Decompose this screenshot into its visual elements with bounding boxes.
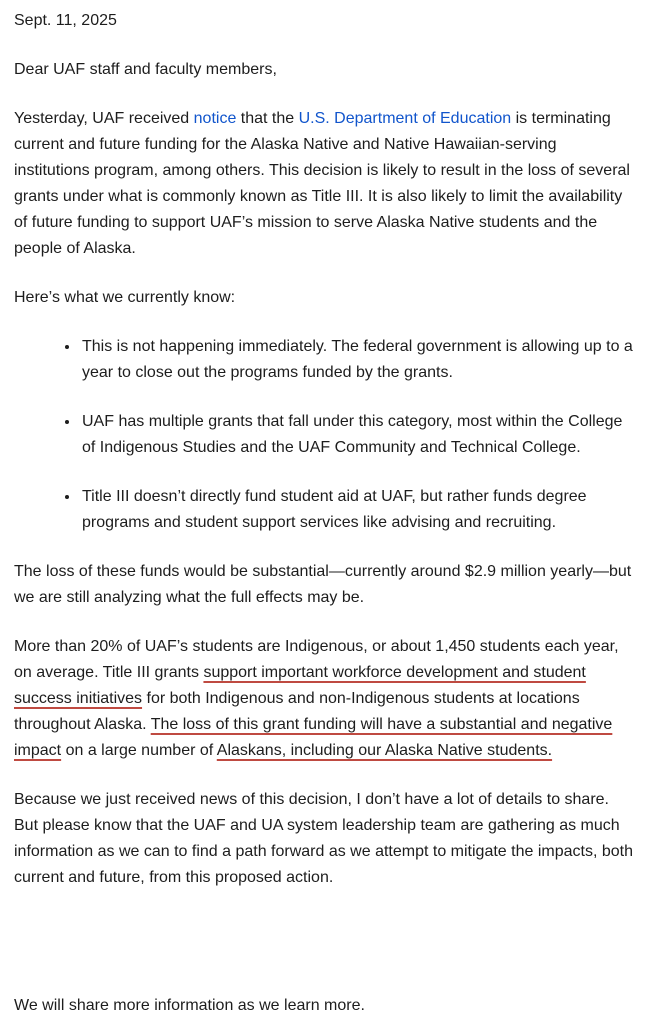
text-run: Here’s what we currently know: xyxy=(14,289,236,306)
list-item xyxy=(80,334,634,386)
red-underlined-text: Alaskans, including our Alaska Native students. xyxy=(216,742,553,759)
hyperlink[interactable]: notice xyxy=(193,110,237,127)
text-run: This is not happening immediately. The federal government is allowing up to a year to close out the programs funded by the grants. xyxy=(82,338,633,381)
text-run: More than 20% of UAF’s students are Indigenous, or about 1,450 students each year, on average. Title III grants xyxy=(14,638,619,681)
text-run: Sept. 11, 2025 xyxy=(14,12,117,29)
clipped-next-line xyxy=(14,993,634,1014)
list-item xyxy=(80,484,634,536)
text-run: The loss of these funds would be substantial—currently around $2.9 million yearly—but we are still analyzing what the full effects may be. xyxy=(14,563,632,606)
text-run: Dear UAF staff and faculty members, xyxy=(14,61,277,78)
red-underlined-text: The loss of this grant funding will have a substantial and negative impact xyxy=(14,716,613,759)
text-run: that the xyxy=(236,110,299,127)
red-underlined-text: support important workforce development and student success initiatives xyxy=(14,664,586,707)
intro-paragraph xyxy=(14,106,634,262)
text-run: on a large number of xyxy=(61,742,217,759)
closing-paragraph xyxy=(14,787,634,891)
clipped-paragraph xyxy=(14,993,634,1019)
text-run: Title III doesn’t directly fund student aid at UAF, but rather funds degree programs and student support services like advising and recruiting. xyxy=(82,488,587,531)
text-run: UAF has multiple grants that fall under this category, most within the College of Indigenous Studies and the UAF Community and Technical College. xyxy=(82,413,623,456)
list-item xyxy=(80,409,634,461)
text-run: Because we just received news of this decision, I don’t have a lot of details to share. But please know that the UAF and UA system leadership team are gathering as much information as we can to find a path forward as we attempt to mitigate the impacts, both current and future, from this proposed action. xyxy=(14,791,633,886)
hyperlink[interactable]: U.S. Department of Education xyxy=(298,110,512,127)
text-run: is terminating current and future funding for the Alaska Native and Native Hawaiian-serving institutions program, among others. This decision is likely to result in the loss of several grants under what is commonly known as Title III. It is also likely to limit the availability of future funding to support UAF’s mission to serve Alaska Native students and the people of Alaska. xyxy=(14,110,630,257)
text-run: for both Indigenous and non-Indigenous students at locations throughout Alaska. xyxy=(14,690,580,733)
text-run: We will share more information as we learn more. xyxy=(14,997,365,1014)
text-run: Yesterday, UAF received xyxy=(14,110,194,127)
date-line xyxy=(14,8,634,34)
bullet-list xyxy=(14,334,634,536)
impact-paragraph xyxy=(14,634,634,764)
know-heading xyxy=(14,285,634,311)
salutation xyxy=(14,57,634,83)
funds-paragraph xyxy=(14,559,634,611)
